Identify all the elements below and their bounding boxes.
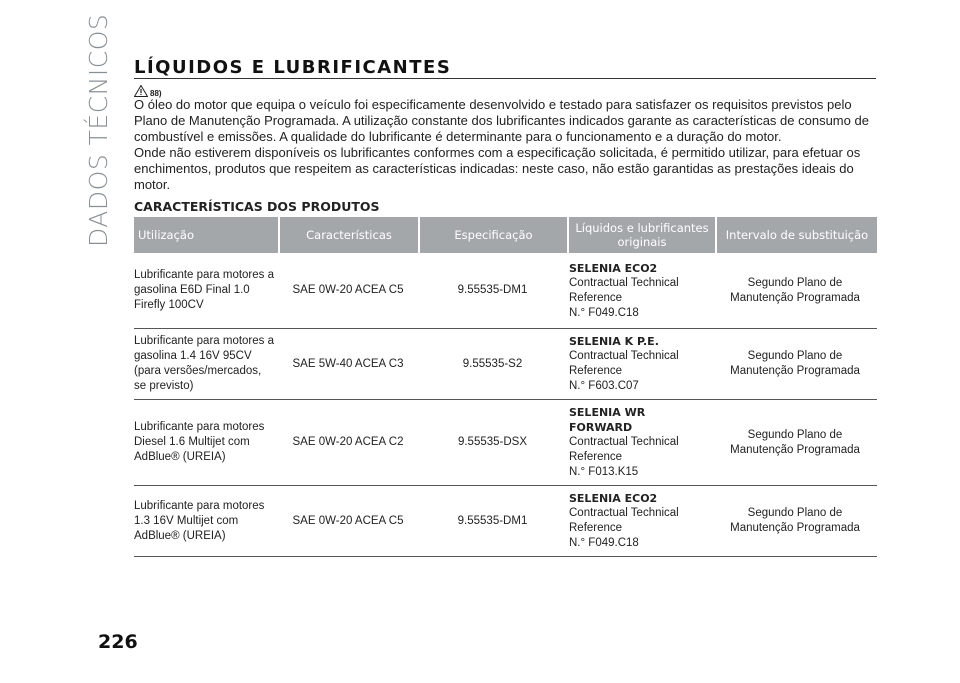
page-number: 226 bbox=[98, 631, 138, 653]
product-reference: Contractual Technical Reference bbox=[569, 436, 679, 463]
product-reference: Contractual Technical Reference bbox=[569, 350, 679, 377]
page-title: LÍQUIDOS E LUBRIFICANTES bbox=[134, 57, 452, 78]
interval-cell: Segundo Plano de Manutenção Programada bbox=[717, 486, 877, 557]
section-subtitle: CARACTERÍSTICAS DOS PRODUTOS bbox=[134, 199, 380, 214]
specification-cell: 9.55535-DSX bbox=[420, 400, 569, 486]
product-name: SELENIA ECO2 bbox=[569, 492, 658, 505]
usage-cell: Lubrificante para motores a gasolina E6D Final 1.0 Firefly 100CV bbox=[134, 253, 280, 329]
usage-cell: Lubrificante para motores a gasolina 1.4 16V 95CV (para versões/mercados, se previsto) bbox=[134, 329, 280, 400]
product-cell bbox=[569, 253, 717, 329]
column-header-specification: Especificação bbox=[420, 217, 569, 253]
column-header-interval: Intervalo de substituição bbox=[717, 217, 877, 253]
usage-cell: Lubrificante para motores Diesel 1.6 Multijet com AdBlue® (UREIA) bbox=[134, 400, 280, 486]
product-cell bbox=[569, 400, 717, 486]
characteristics-cell: SAE 0W-20 ACEA C5 bbox=[280, 253, 420, 329]
product-code: N.° F049.C18 bbox=[569, 306, 639, 319]
characteristics-cell: SAE 0W-20 ACEA C5 bbox=[280, 486, 420, 557]
specification-cell: 9.55535-S2 bbox=[420, 329, 569, 400]
warning-triangle-icon bbox=[134, 85, 148, 97]
table-header-row bbox=[134, 217, 877, 253]
product-reference: Contractual Technical Reference bbox=[569, 507, 679, 534]
section-side-label-text: DADOS TÉCNICOS bbox=[84, 13, 113, 247]
table-row bbox=[134, 400, 877, 486]
characteristics-cell: SAE 0W-20 ACEA C2 bbox=[280, 400, 420, 486]
interval-cell: Segundo Plano de Manutenção Programada bbox=[717, 329, 877, 400]
product-code: N.° F603.C07 bbox=[569, 380, 639, 392]
lubricants-table bbox=[134, 217, 877, 557]
specification-cell: 9.55535-DM1 bbox=[420, 486, 569, 557]
warning-reference: 88) bbox=[150, 89, 162, 98]
product-name: SELENIA K P.E. bbox=[569, 335, 659, 348]
paragraph: O óleo do motor que equipa o veículo foi especificamente desenvolvido e testado para satisfazer os requisitos previstos pelo Plano de Manutenção Programada. A utilização constante dos lubrificantes indicados garante as características de consumo de combustível e emissões. A qualidade do lubrificante é determinante para o funcionamento e a duração do motor. bbox=[134, 97, 869, 144]
column-header-characteristics: Características bbox=[280, 217, 420, 253]
section-side-label bbox=[84, 13, 124, 252]
title-divider bbox=[134, 78, 876, 79]
interval-cell: Segundo Plano de Manutenção Programada bbox=[717, 253, 877, 329]
usage-cell: Lubrificante para motores 1.3 16V Multijet com AdBlue® (UREIA) bbox=[134, 486, 280, 557]
product-code: N.° F049.C18 bbox=[569, 537, 639, 549]
table-row bbox=[134, 486, 877, 557]
product-cell bbox=[569, 486, 717, 557]
product-name: SELENIA ECO2 bbox=[569, 261, 658, 275]
table-row bbox=[134, 253, 877, 329]
characteristics-cell: SAE 5W-40 ACEA C3 bbox=[280, 329, 420, 400]
product-code: N.° F013.K15 bbox=[569, 466, 639, 478]
warning-note bbox=[134, 84, 162, 98]
column-header-original-fluids: Líquidos e lubrificantes originais bbox=[569, 217, 717, 253]
table-row bbox=[134, 329, 877, 400]
intro-text bbox=[134, 97, 879, 193]
specification-cell: 9.55535-DM1 bbox=[420, 253, 569, 329]
interval-cell: Segundo Plano de Manutenção Programada bbox=[717, 400, 877, 486]
product-cell bbox=[569, 329, 717, 400]
paragraph: Onde não estiverem disponíveis os lubrificantes conformes com a especificação solicitada, é permitido utilizar, para efetuar os enchimentos, produtos que respeitem as características indicadas: neste caso, não estão garantidas as prestações ideais do motor. bbox=[134, 145, 861, 192]
product-name: SELENIA WR FORWARD bbox=[569, 406, 646, 434]
product-reference: Contractual Technical Reference bbox=[569, 276, 679, 304]
column-header-usage: Utilização bbox=[134, 217, 280, 253]
